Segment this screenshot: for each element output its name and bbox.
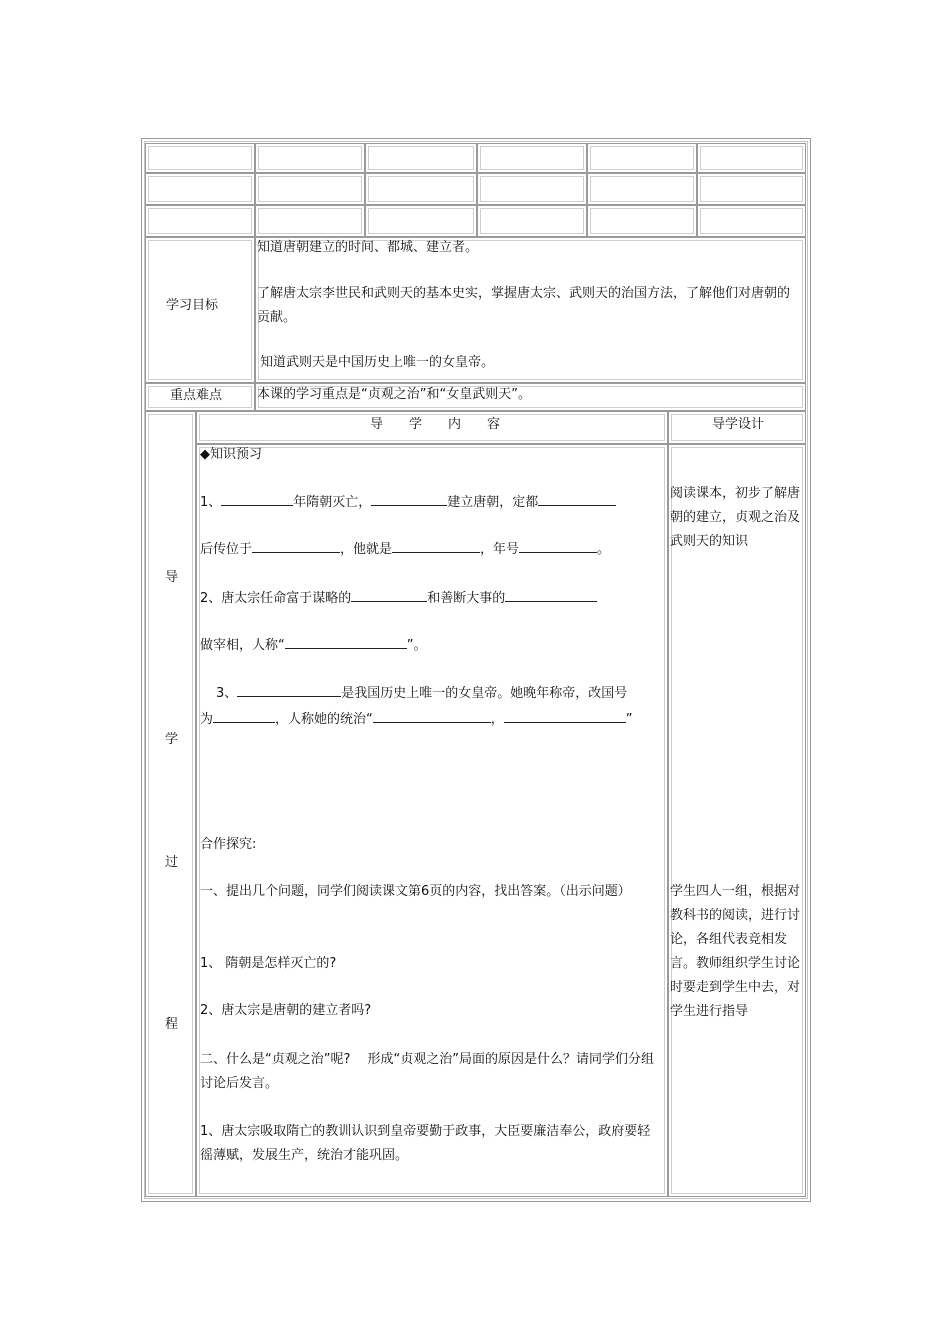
content-header: 导 学 内 容 — [369, 417, 500, 432]
header-cell — [145, 205, 255, 237]
header-cell — [255, 205, 365, 237]
header-cell — [697, 205, 806, 237]
question-1-prefix: 1、 — [200, 495, 222, 510]
question-text: ”。 — [406, 638, 427, 653]
question-2-line-b — [200, 634, 427, 658]
answer-blank[interactable] — [505, 587, 597, 602]
question-text: 2、唐太宗任命富于谋略的 — [200, 591, 352, 606]
question-text: 做宰相，人称“ — [200, 638, 285, 653]
question-3-line-b — [200, 708, 633, 732]
process-label-cell — [145, 411, 196, 1197]
answer-blank[interactable] — [213, 708, 275, 723]
header-cell — [365, 173, 477, 205]
header-cell — [477, 173, 587, 205]
design-body-cell — [668, 444, 806, 1197]
answer-blank[interactable] — [285, 634, 407, 649]
header-cell — [477, 205, 587, 237]
question-3-line-a — [216, 682, 627, 706]
objectives-label: 学习目标 — [166, 298, 219, 313]
coop-question-1-2: 2、唐太宗是唐朝的建立者吗? — [200, 1003, 372, 1018]
coop-title: 合作探究: — [200, 837, 257, 852]
question-2-line-a — [200, 587, 597, 611]
header-cell — [587, 143, 697, 173]
design-note-1: 阅读课本，初步了解唐朝的建立，贞观之治及武则天的知识 — [670, 486, 801, 549]
question-text: 后传位于 — [200, 542, 253, 557]
process-label-char-3: 过 — [165, 855, 179, 870]
coop-question-2: 二、什么是“贞观之治”呢? 形成“贞观之治”局面的原因是什么？请同学们分组讨论后发言。 — [200, 1052, 654, 1091]
header-cell — [697, 143, 806, 173]
objective-item-2: 了解唐太宗李世民和武则天的基本史实，掌握唐太宗、武则天的治国方法，了解他们对唐朝的贡献。 — [257, 286, 791, 325]
header-cell — [255, 173, 365, 205]
coop-question-1: 一、提出几个问题，同学们阅读课文第6页的内容，找出答案。（出示问题） — [200, 884, 631, 899]
header-cell — [145, 173, 255, 205]
key-points-text: 本课的学习重点是“贞观之治”和“女皇武则天”。 — [257, 387, 531, 402]
answer-blank[interactable] — [237, 682, 341, 697]
answer-blank[interactable] — [252, 538, 340, 553]
question-text: ，他就是 — [340, 542, 393, 557]
question-1-line-a — [200, 491, 616, 515]
answer-blank[interactable] — [373, 708, 491, 723]
question-text: ， — [490, 712, 504, 727]
question-1-line-b — [200, 538, 610, 562]
key-points-label: 重点难点 — [170, 388, 223, 403]
question-text: ” — [625, 712, 633, 727]
question-text: ，年号 — [480, 542, 520, 557]
header-cell — [255, 143, 365, 173]
answer-blank[interactable] — [351, 587, 427, 602]
process-label-char-4: 程 — [165, 1017, 179, 1032]
question-text: 年隋朝灭亡， — [293, 495, 372, 510]
objective-item-3: 知道武则天是中国历史上唯一的女皇帝。 — [260, 355, 495, 370]
coop-question-1-1: 1、 隋朝是怎样灭亡的? — [200, 956, 337, 971]
header-cell — [587, 173, 697, 205]
header-cell — [587, 205, 697, 237]
question-text: 是我国历史上唯一的女皇帝。她晚年称帝，改国号 — [341, 686, 628, 701]
question-text: 和善断大事的 — [427, 591, 506, 606]
question-text: ，人称她的统治“ — [275, 712, 373, 727]
coop-question-2-1: 1、唐太宗吸取隋亡的教训认识到皇帝要勤于政事，大臣要廉洁奉公，政府要轻徭薄赋，发展生产，统治才能巩固。 — [200, 1124, 651, 1163]
design-note-2: 学生四人一组，根据对教科书的阅读，进行讨论，各组代表竞相发言。教师组织学生讨论时要走到学生中去，对学生进行指导 — [670, 884, 801, 1019]
answer-blank[interactable] — [221, 491, 293, 506]
answer-blank[interactable] — [538, 491, 616, 506]
header-cell — [477, 143, 587, 173]
answer-blank[interactable] — [519, 538, 597, 553]
question-text: 3、 — [216, 686, 238, 701]
header-cell — [697, 173, 806, 205]
answer-blank[interactable] — [504, 708, 626, 723]
design-header: 导学设计 — [712, 417, 765, 432]
preview-title: ◆知识预习 — [200, 447, 262, 462]
answer-blank[interactable] — [392, 538, 480, 553]
process-label-char-2: 学 — [165, 732, 179, 747]
answer-blank[interactable] — [371, 491, 447, 506]
process-label-char-1: 导 — [165, 570, 179, 585]
question-text: 为 — [200, 712, 214, 727]
header-cell — [365, 143, 477, 173]
question-text: 建立唐朝，定都 — [447, 495, 539, 510]
header-cell — [365, 205, 477, 237]
header-cell — [145, 143, 255, 173]
objective-item-1: 知道唐朝建立的时间、都城、建立者。 — [257, 240, 479, 255]
question-text: 。 — [597, 542, 611, 557]
